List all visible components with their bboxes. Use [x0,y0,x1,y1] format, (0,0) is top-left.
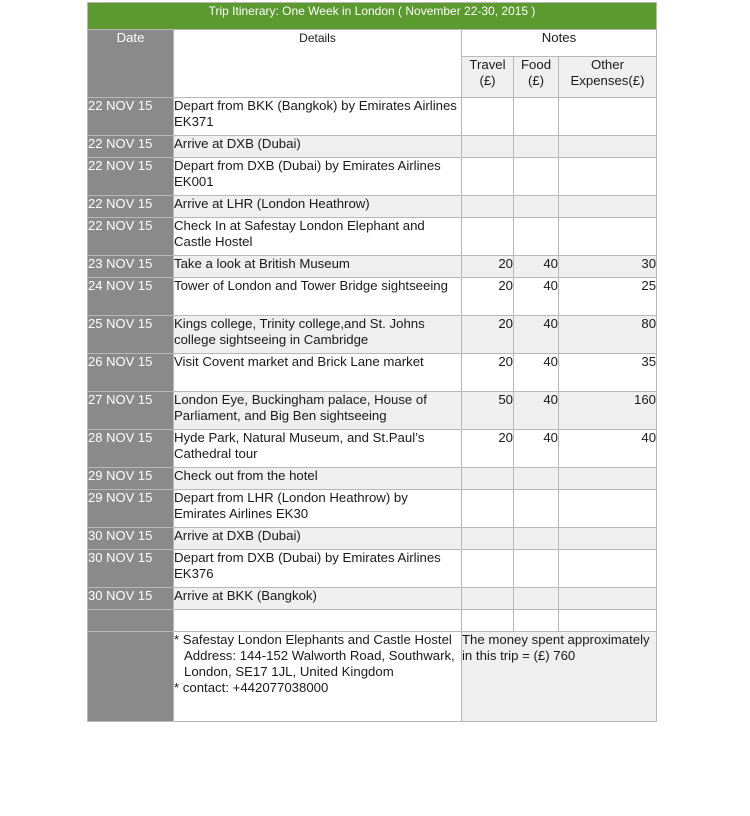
empty-other-cell [559,610,657,632]
food-cell [514,588,559,610]
food-cell: 40 [514,316,559,354]
empty-details-cell [174,610,462,632]
other-expenses-cell [559,158,657,196]
travel-cell [462,588,514,610]
date-header: Date [88,30,174,98]
table-row [88,278,657,316]
date-cell: 29 NOV 15 [88,490,174,528]
date-cell: 30 NOV 15 [88,550,174,588]
table-row [88,98,657,136]
table-row [88,354,657,392]
date-cell: 23 NOV 15 [88,256,174,278]
food-cell [514,468,559,490]
other-expenses-cell [559,98,657,136]
travel-cell [462,218,514,256]
travel-cell: 20 [462,430,514,468]
details-cell: London Eye, Buckingham palace, House of Parliament, and Big Ben sightseeing [174,392,462,430]
travel-cell [462,158,514,196]
total-spent-note: The money spent approximately in this trip = (£) 760 [462,632,657,722]
table-row [88,392,657,430]
table-row [88,196,657,218]
date-cell: 30 NOV 15 [88,588,174,610]
date-cell: 28 NOV 15 [88,430,174,468]
food-cell [514,158,559,196]
other-expenses-cell: 80 [559,316,657,354]
food-cell [514,490,559,528]
other-expenses-cell [559,528,657,550]
details-cell: Visit Covent market and Brick Lane market [174,354,462,392]
food-cell: 40 [514,392,559,430]
table-row [88,550,657,588]
table-row [88,528,657,550]
itinerary-rows [88,98,657,610]
travel-cell [462,528,514,550]
footer-date-cell [88,632,174,722]
details-cell: Depart from LHR (London Heathrow) by Emirates Airlines EK30 [174,490,462,528]
details-cell: Arrive at LHR (London Heathrow) [174,196,462,218]
travel-cell [462,136,514,158]
hostel-address-note: * Safestay London Elephants and Castle Hostel Address: 144-152 Walworth Road, Southwark, London, SE17 1JL, United Kingdom [174,632,455,679]
date-cell: 27 NOV 15 [88,392,174,430]
table-row [88,256,657,278]
travel-cell [462,196,514,218]
other-expenses-header: Other Expenses(£) [559,57,657,98]
details-cell: Kings college, Trinity college,and St. Johns college sightseeing in Cambridge [174,316,462,354]
travel-cell [462,468,514,490]
notes-header: Notes [462,30,657,57]
food-header: Food (£) [514,57,559,98]
date-cell: 22 NOV 15 [88,158,174,196]
other-expenses-cell [559,468,657,490]
table-row [88,588,657,610]
table-row [88,468,657,490]
details-cell: Depart from DXB (Dubai) by Emirates Airlines EK001 [174,158,462,196]
date-cell: 22 NOV 15 [88,196,174,218]
travel-cell [462,550,514,588]
other-expenses-cell: 40 [559,430,657,468]
details-cell: Arrive at DXB (Dubai) [174,528,462,550]
details-cell: Hyde Park, Natural Museum, and St.Paul’s Cathedral tour [174,430,462,468]
food-cell [514,196,559,218]
table-row [88,316,657,354]
other-expenses-cell [559,490,657,528]
details-header: Details [174,30,462,98]
other-expenses-cell: 30 [559,256,657,278]
details-cell: Arrive at BKK (Bangkok) [174,588,462,610]
food-cell [514,98,559,136]
date-cell: 29 NOV 15 [88,468,174,490]
travel-cell: 50 [462,392,514,430]
table-row [88,490,657,528]
details-cell: Tower of London and Tower Bridge sightseeing [174,278,462,316]
contact-note: * contact: +442077038000 [174,680,329,695]
food-cell: 40 [514,256,559,278]
other-expenses-cell: 35 [559,354,657,392]
date-cell: 22 NOV 15 [88,218,174,256]
empty-row [88,610,657,632]
other-expenses-cell: 160 [559,392,657,430]
travel-cell: 20 [462,316,514,354]
table-row [88,430,657,468]
date-cell: 22 NOV 15 [88,136,174,158]
empty-food-cell [514,610,559,632]
empty-travel-cell [462,610,514,632]
other-expenses-cell [559,588,657,610]
food-cell [514,218,559,256]
travel-cell [462,98,514,136]
empty-date-cell [88,610,174,632]
table-row [88,218,657,256]
details-cell: Arrive at DXB (Dubai) [174,136,462,158]
travel-cell: 20 [462,256,514,278]
table-row [88,136,657,158]
food-cell: 40 [514,430,559,468]
details-cell: Check out from the hotel [174,468,462,490]
footer-notes-cell [174,632,462,722]
travel-header: Travel (£) [462,57,514,98]
travel-cell: 20 [462,278,514,316]
travel-cell [462,490,514,528]
date-cell: 30 NOV 15 [88,528,174,550]
date-cell: 24 NOV 15 [88,278,174,316]
other-expenses-cell [559,136,657,158]
other-expenses-cell [559,218,657,256]
table-title: Trip Itinerary: One Week in London ( November 22-30, 2015 ) [88,3,657,30]
food-cell [514,550,559,588]
food-cell: 40 [514,354,559,392]
date-cell: 26 NOV 15 [88,354,174,392]
footer-row [88,632,657,722]
itinerary-table [87,2,657,722]
other-expenses-cell [559,550,657,588]
travel-cell: 20 [462,354,514,392]
other-expenses-cell [559,196,657,218]
date-cell: 25 NOV 15 [88,316,174,354]
details-cell: Take a look at British Museum [174,256,462,278]
food-cell: 40 [514,278,559,316]
details-cell: Check In at Safestay London Elephant and Castle Hostel [174,218,462,256]
other-expenses-cell: 25 [559,278,657,316]
details-cell: Depart from BKK (Bangkok) by Emirates Airlines EK371 [174,98,462,136]
date-cell: 22 NOV 15 [88,98,174,136]
food-cell [514,528,559,550]
food-cell [514,136,559,158]
details-cell: Depart from DXB (Dubai) by Emirates Airlines EK376 [174,550,462,588]
table-row [88,158,657,196]
